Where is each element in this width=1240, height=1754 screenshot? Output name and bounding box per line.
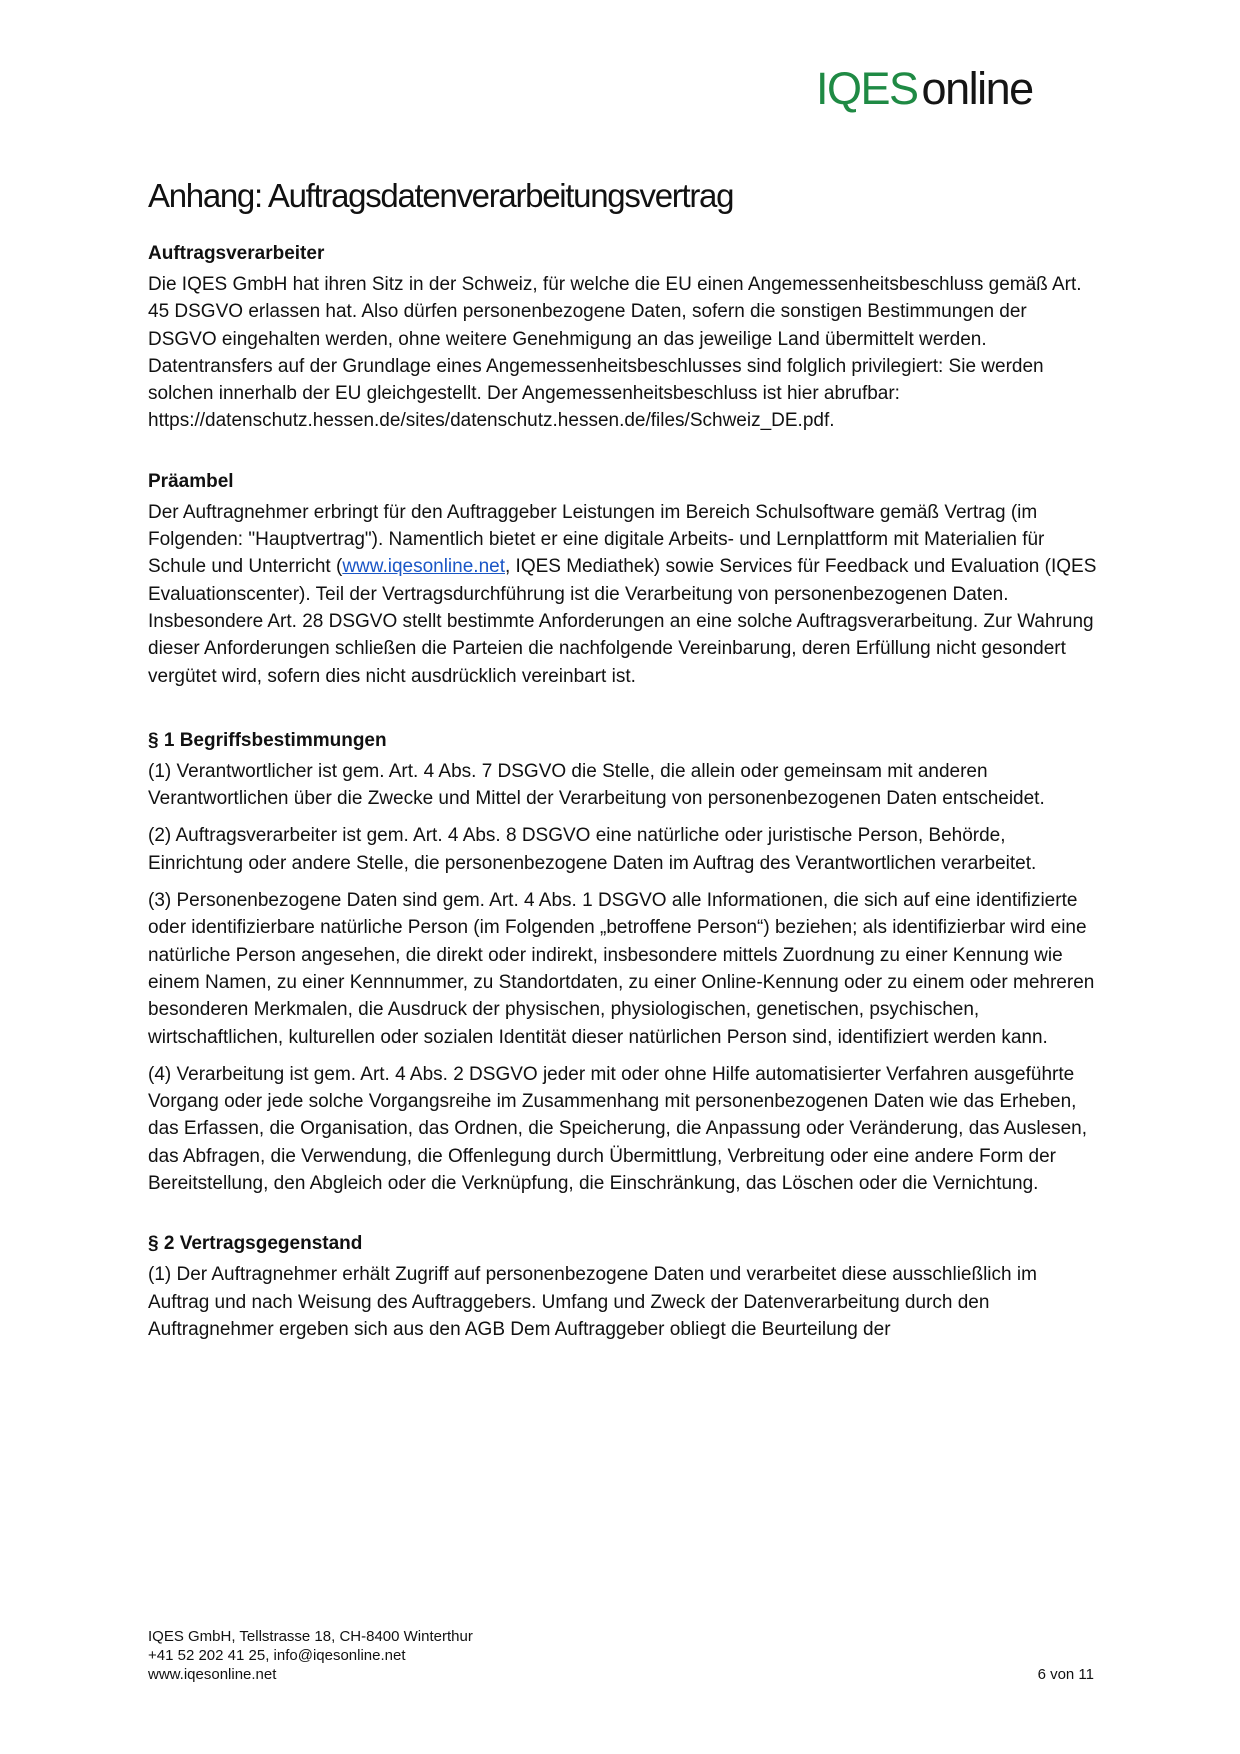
section-begriffsbestimmungen [148,727,1098,1197]
paragraph: (4) Verarbeitung ist gem. Art. 4 Abs. 2 DSGVO jeder mit oder ohne Hilfe automatisierter Verfahren ausgeführte Vorgang oder jede solche Vorgangsreihe im Zusammenhang mit personenbezogenen Daten wie das Erheben, das Erfassen, die Organisation, das Ordnen, die Speicherung, die Anpassung oder Veränderung, das Auslesen, das Abfragen, die Verwendung, die Offenlegung durch Übermittlung, Verbreitung oder eine andere Form der Bereitstellung, den Abgleich oder die Verknüpfung, die Einschränkung, das Löschen oder die Vernichtung. [148,1063,1088,1195]
footer-website: www.iqesonline.net [148,1666,277,1683]
section-praeambel [148,468,1098,690]
section-vertragsgegenstand [148,1230,1098,1343]
section-text [148,499,1098,690]
document-body [148,176,1098,1376]
paragraph: (1) Der Auftragnehmer erhält Zugriff auf personenbezogene Daten und verarbeitet diese ausschließlich im Auftrag und nach Weisung des Auftraggebers. Umfang und Zweck der Datenverarbeitung durch den Auftragnehmer ergeben sich aus den AGB Dem Auftraggeber obliegt die Beurteilung der [148,1264,1037,1340]
paragraph: (2) Auftragsverarbeiter ist gem. Art. 4 Abs. 8 DSGVO eine natürliche oder juristische Person, Behörde, Einrichtung oder andere Stelle, die personenbezogene Daten im Auftrag des Verantwortlichen verarbeitet. [148,825,1037,874]
section-text: Die IQES GmbH hat ihren Sitz in der Schweiz, für welche die EU einen Angemessenheitsbeschluss gemäß Art. 45 DSGVO erlassen hat. Also dürfen personenbezogene Daten, sofern die sonstigen Bestimmungen der DSGVO eingehalten werden, ohne weitere Genehmigung an das jeweilige Land übermittelt werden. Datentransfers auf der Grundlage eines Angemessenheitsbeschlusses sind folglich privilegiert: Sie werden solchen innerhalb der EU gleichgestellt. Der Angemessenheitsbeschluss ist hier abrufbar: https://datenschutz.hessen.de/sites/datenschutz.hessen.de/files/Schweiz_DE.pdf. [148,274,1082,432]
paragraph: (3) Personenbezogene Daten sind gem. Art. 4 Abs. 1 DSGVO alle Informationen, die sich auf eine identifizierte oder identifizierbare natürliche Person (im Folgenden „betroffene Person“) beziehen; als identifizierbar wird eine natürliche Person angesehen, die direkt oder indirekt, insbesondere mittels Zuordnung zu einer Kennung wie einem Namen, zu einer Kennnummer, zu Standortdaten, zu einer Online-Kennung oder zu einem oder mehreren besonderen Merkmalen, die Ausdruck der physischen, physiologischen, genetischen, psychischen, wirtschaftlichen, kulturellen oder sozialen Identität dieser natürlichen Person sind, identifiziert werden kann. [148,890,1095,1048]
text-after-link: , IQES Mediathek) sowie Services für Feedback und Evaluation (IQES Evaluationscenter). Teil der Vertragsdurchführung ist die Verarbeitung von personenbezogenen Daten. Insbesondere Art. 28 DSGVO stellt bestimmte Anforderungen an eine solche Auftragsverarbeitung. Zur Wahrung dieser Anforderungen schließen die Parteien die nachfolgende Vereinbarung, deren Erfüllung nicht gesondert vergütet wird, sofern dies nicht ausdrücklich vereinbart ist. [148,556,1097,687]
logo-brand: IQES [816,63,918,114]
iqes-online-logo [816,63,1033,114]
section-heading: § 2 Vertragsgegenstand [148,1233,363,1255]
section-auftragsverarbeiter [148,240,1098,435]
page-number: 6 von 11 [1037,1666,1094,1683]
page-title: Anhang: Auftragsdatenverarbeitungsvertrag [148,177,734,214]
section-heading: § 1 Begriffsbestimmungen [148,729,387,751]
section-heading: Präambel [148,470,234,492]
section-heading: Auftragsverarbeiter [148,243,325,264]
iqesonline-link[interactable]: www.iqesonline.net [342,556,505,578]
logo-suffix: online [921,63,1033,114]
page-footer [148,1627,1094,1684]
paragraph: (1) Verantwortlicher ist gem. Art. 4 Abs. 7 DSGVO die Stelle, die allein oder gemeinsam mit anderen Verantwortlichen über die Zwecke und Mittel der Verarbeitung von personenbezogenen Daten entscheidet. [148,760,1045,810]
text-before-link: Der Auftragnehmer erbringt für den Auftraggeber Leistungen im Bereich Schulsoftware gemäß Vertrag (im Folgenden: "Hauptvertrag"). Namentlich bietet er eine digitale Arbeits- und Lernplattform mit Materialien für Schule und Unterricht ( [148,501,1045,578]
footer-address: IQES GmbH, Tellstrasse 18, CH-8400 Winterthur [148,1628,473,1645]
footer-contact: +41 52 202 41 25, info@iqesonline.net [148,1647,406,1664]
